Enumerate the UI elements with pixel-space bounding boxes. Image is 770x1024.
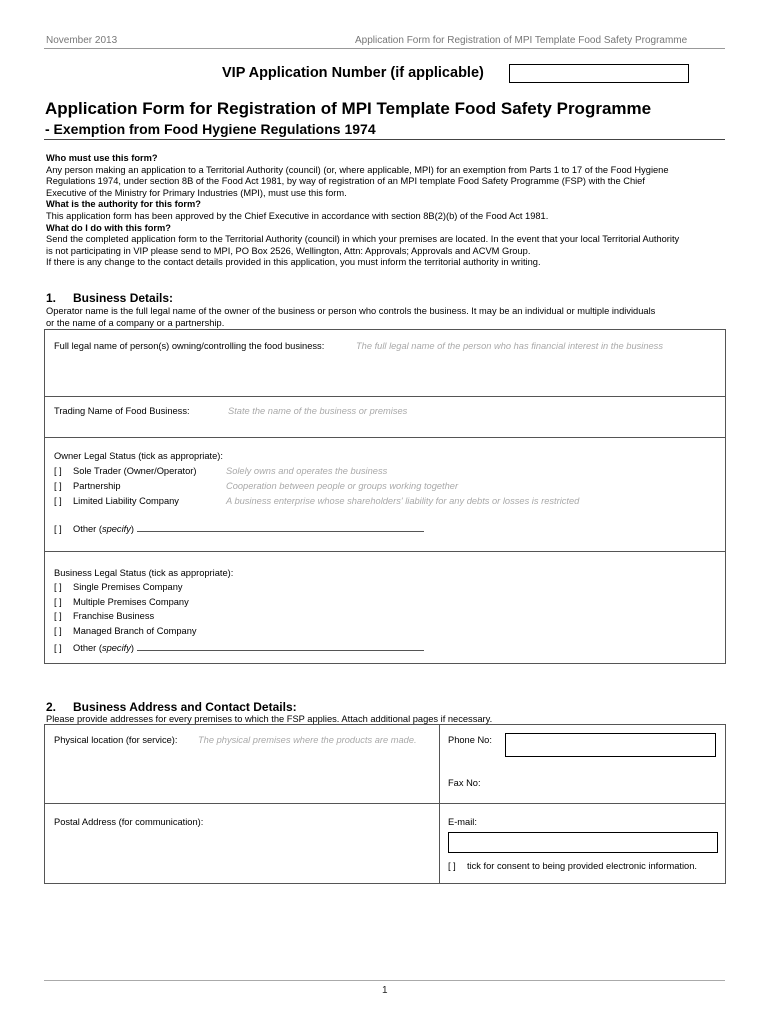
- intro: [46, 153, 736, 269]
- option-hint: Cooperation between people or groups working together: [226, 481, 459, 491]
- intro-question-who: Who must use this form?: [46, 153, 158, 163]
- address-contact-divider: [44, 803, 726, 804]
- option-label: Other (: [73, 524, 102, 534]
- option-hint: A business enterprise whose shareholders' liability for any debts or losses is restricted: [226, 496, 580, 506]
- option-label: Limited Liability Company: [73, 496, 179, 506]
- business-option-other[interactable]: [54, 641, 424, 653]
- specify-label: specify: [101, 524, 131, 534]
- business-details-divider-3: [44, 551, 726, 552]
- option-label: Partnership: [73, 481, 121, 491]
- header-doc-title: Application Form for Registration of MPI Template Food Safety Programme: [355, 35, 688, 46]
- owner-option-partnership[interactable]: [54, 481, 458, 491]
- checkbox[interactable]: [ ]: [54, 626, 62, 636]
- intro-answer-who-line3: Executive of the Ministry for Primary Industries (MPI), must use this form.: [46, 187, 347, 198]
- address-contact-column-divider: [439, 724, 440, 884]
- checkbox[interactable]: [ ]: [54, 597, 62, 607]
- owner-other-input[interactable]: [137, 522, 424, 532]
- option-hint: Solely owns and operates the business: [226, 466, 388, 476]
- intro-question-what: What do I do with this form?: [46, 222, 171, 233]
- business-details-divider-2: [44, 437, 726, 438]
- section2-description: Please provide addresses for every premises to which the FSP applies. Attach additional pages if necessary.: [46, 714, 493, 724]
- trading-name-label: Trading Name of Food Business:: [54, 406, 190, 416]
- email-input[interactable]: [448, 832, 718, 853]
- business-details-divider-1: [44, 396, 726, 397]
- email-label: E-mail:: [448, 817, 477, 827]
- option-label: Franchise Business: [73, 611, 155, 621]
- section1-description: [46, 306, 736, 329]
- intro-question-authority: What is the authority for this form?: [46, 199, 201, 210]
- page-title: Application Form for Registration of MPI Template Food Safety Programme: [45, 99, 652, 118]
- option-label-close: ): [130, 524, 134, 534]
- owner-status-label: Owner Legal Status (tick as appropriate):: [54, 451, 223, 461]
- page-number: 1: [382, 985, 388, 996]
- business-option-single[interactable]: [54, 582, 183, 592]
- checkbox[interactable]: [ ]: [54, 582, 62, 592]
- vip-number-field[interactable]: [509, 64, 689, 83]
- checkbox[interactable]: [ ]: [54, 611, 62, 621]
- business-other-input[interactable]: [137, 641, 424, 651]
- section2-number: 2.: [46, 700, 57, 714]
- owner-option-limited-liability[interactable]: [54, 496, 579, 506]
- business-option-managed-branch[interactable]: [54, 626, 197, 636]
- header-date: November 2013: [46, 35, 118, 46]
- owner-option-other[interactable]: [54, 522, 424, 534]
- checkbox[interactable]: [ ]: [54, 643, 62, 653]
- page-subtitle: - Exemption from Food Hygiene Regulations 1974: [45, 121, 376, 137]
- intro-answer-who-line2: Regulations 1974, under section 8B of the Food Act 1981, by way of registration of an MPI template Food Safety Programme (FSP) with the Chief: [46, 176, 645, 187]
- section1-description-line1: Operator name is the full legal name of the owner of the business or person who controls the business. It may be an individual or multiple individuals: [46, 306, 656, 316]
- business-option-multiple[interactable]: [54, 597, 189, 607]
- business-status-label: Business Legal Status (tick as appropriate):: [54, 568, 234, 578]
- phone-input[interactable]: [505, 733, 716, 757]
- option-label-close: ): [130, 643, 134, 653]
- checkbox[interactable]: [ ]: [54, 524, 62, 534]
- section1-number: 1.: [46, 291, 57, 305]
- vip-label: VIP Application Number (if applicable): [222, 65, 484, 81]
- option-label: Other (: [73, 643, 102, 653]
- postal-address-label: Postal Address (for communication):: [54, 817, 204, 827]
- section1-heading: Business Details:: [73, 291, 174, 305]
- option-label: Sole Trader (Owner/Operator): [73, 466, 197, 476]
- header-divider: [44, 48, 725, 49]
- full-name-field[interactable]: The full legal name of the person who has financial interest in the business: [356, 341, 663, 351]
- intro-answer-what-line1: Send the completed application form to the Territorial Authority (council) in which your premises are located. In the event that your local Territorial Authority: [46, 234, 680, 245]
- checkbox[interactable]: [ ]: [54, 481, 62, 491]
- title-divider: [44, 139, 725, 140]
- footer-divider: [44, 980, 725, 981]
- business-option-franchise[interactable]: [54, 611, 154, 621]
- owner-option-sole-trader[interactable]: [54, 466, 387, 476]
- consent-text: tick for consent to being provided electronic information.: [467, 861, 697, 871]
- intro-answer-what-line3: If there is any change to the contact details provided in this application, you must inform the territorial authority in writing.: [46, 257, 541, 268]
- physical-location-field[interactable]: The physical premises where the products are made.: [198, 735, 417, 745]
- trading-name-field[interactable]: State the name of the business or premises: [228, 406, 408, 416]
- option-label: Multiple Premises Company: [73, 597, 189, 607]
- physical-location-label: Physical location (for service):: [54, 735, 178, 745]
- consent-checkbox[interactable]: [ ]: [448, 861, 456, 871]
- specify-label: specify: [101, 643, 131, 653]
- section1-description-line2: or the name of a company or a partnership.: [46, 317, 225, 328]
- electronic-consent[interactable]: [448, 861, 697, 871]
- intro-answer-authority: This application form has been approved by the Chief Executive in accordance with section 8B(2)(b) of the Food Act 1981.: [46, 210, 549, 221]
- checkbox[interactable]: [ ]: [54, 496, 62, 506]
- checkbox[interactable]: [ ]: [54, 466, 62, 476]
- option-label: Managed Branch of Company: [73, 626, 197, 636]
- option-label: Single Premises Company: [73, 582, 183, 592]
- section2-heading: Business Address and Contact Details:: [73, 700, 297, 714]
- fax-label: Fax No:: [448, 778, 481, 788]
- intro-answer-what-line2: is not participating in VIP please send to MPI, PO Box 2526, Wellington, Attn: Approvals; Approvals and ACVM Group.: [46, 245, 531, 256]
- phone-label: Phone No:: [448, 735, 492, 745]
- intro-answer-who-line1: Any person making an application to a Territorial Authority (council) (or, where applicable, MPI) for an exemption from Parts 1 to 17 of the Food Hygiene: [46, 164, 669, 175]
- full-name-label: Full legal name of person(s) owning/controlling the food business:: [54, 341, 325, 351]
